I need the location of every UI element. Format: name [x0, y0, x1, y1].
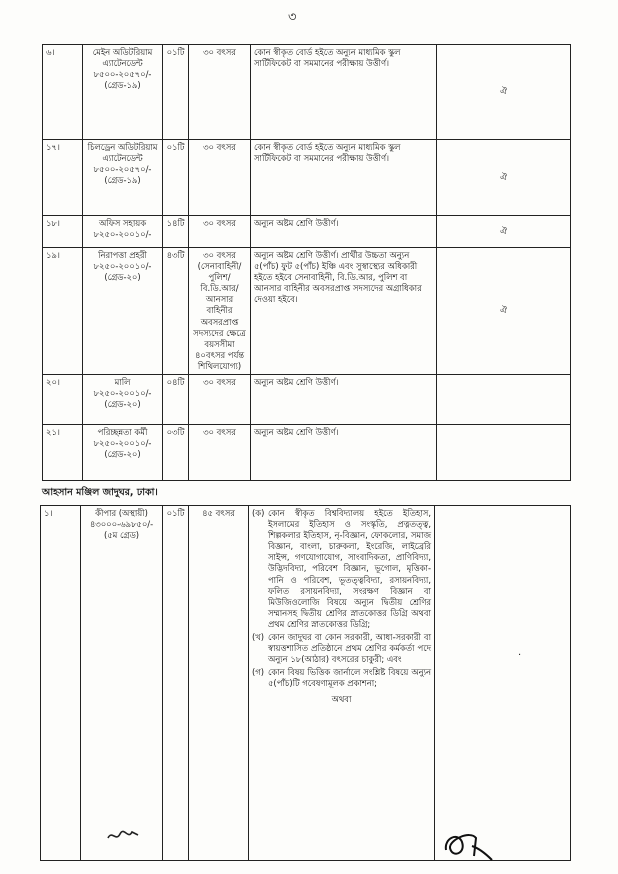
age-cell: ৩০ বৎসর	[189, 425, 251, 481]
qualification-cell: অন্যুন অষ্টম শ্রেণি উত্তীর্ণ।	[251, 375, 437, 425]
qualification-cell: কোন স্বীকৃত বোর্ড হইতে অন্যুন মাধ্যমিক স্কুল সার্টিফিকেট বা সমমানের পরীক্ষায় উত্তীর্ণ।	[251, 45, 437, 140]
item-marker: (খ)	[252, 632, 265, 643]
age-cell: ৩০ বৎসর	[189, 375, 251, 425]
recruitment-table-2	[40, 505, 571, 861]
serial-cell: ১৯।	[43, 248, 83, 375]
age-cell: ৪৫ বৎসর	[189, 506, 249, 861]
remark-cell: ঐ	[437, 45, 571, 140]
list-item	[252, 508, 431, 630]
qualification-cell: অন্যুন অষ্টম শ্রেণি উত্তীর্ণ।	[251, 425, 437, 481]
count-cell: ০১টি	[163, 45, 189, 140]
remark-cell	[435, 506, 571, 861]
age-cell: ৩০ বৎসর	[189, 140, 251, 216]
count-cell: ৪৩টি	[163, 248, 189, 375]
qualification-cell: অন্যুন অষ্টম শ্রেণি উত্তীর্ণ।	[251, 216, 437, 248]
table-row	[43, 140, 571, 216]
serial-cell: ১৭।	[43, 140, 83, 216]
count-cell: ০১টি	[163, 140, 189, 216]
qualification-cell: অন্যুন অষ্টম শ্রেণি উত্তীর্ণ। প্রার্থীর উচ্চতা অন্যুন ৫(পাঁচ) ফুট ৫(পাঁচ) ইঞ্চি এবং সুস্বাস্থ্যের অধিকারী হইতে হইবে সেনাবাহিনী, বি.ডি.আর, পুলিশ বা আনসার বাহিনীর অবসরপ্রাপ্ত সদস্যদের অগ্রাধিকার দেওয়া হইবে।	[251, 248, 437, 375]
signature-icon	[440, 826, 496, 864]
count-cell: ০১টি	[163, 506, 189, 861]
post-cell: অফিস সহায়ক ৮২৫০-২০০১০/-	[83, 216, 163, 248]
count-cell: ১৪টি	[163, 216, 189, 248]
qualification-cell: কোন স্বীকৃত বোর্ড হইতে অন্যুন মাধ্যমিক স্কুল সার্টিফিকেট বা সমমানের পরীক্ষায় উত্তীর্ণ।	[251, 140, 437, 216]
serial-cell: ২০।	[43, 375, 83, 425]
age-cell: ৩০ বৎসর	[189, 216, 251, 248]
post-cell: পরিচ্ছন্নতা কর্মী ৮২৫০-২০০১০/- (গ্রেড-২০)	[83, 425, 163, 481]
section-heading: আহসান মঞ্জিল জাদুঘর, ঢাকা।	[42, 487, 158, 498]
list-item	[252, 667, 431, 689]
post-cell: মালি ৮২৫০-২০০১০/- (গ্রেড-২০)	[83, 375, 163, 425]
item-marker: (ক)	[252, 508, 265, 518]
remark-cell: ঐ	[437, 248, 571, 375]
item-marker: (গ)	[252, 667, 265, 678]
count-cell: ০৩টি	[163, 425, 189, 481]
remark-cell	[437, 425, 571, 481]
count-cell: ০৪টি	[163, 375, 189, 425]
initial-signature-icon	[106, 826, 140, 844]
list-item	[252, 632, 431, 665]
table-row	[43, 45, 571, 140]
dot-mark-icon: ·	[518, 650, 522, 661]
or-text: অথবা	[331, 693, 352, 704]
item-text: কোন স্বীকৃত বিশ্ববিদ্যালয় হইতে ইতিহাস, ইসলামের ইতিহাস ও সংস্কৃতি, প্রত্নতত্ত্ব, শিল্পকলার ইতিহাস, নৃ-বিজ্ঞান, ফোকলোর, সমাজ বিজ্ঞান, বাংলা, চারুকলা, ইংরেজি, লাইব্রেরি সাইন্স, গণযোগাযোগ, সাংবাদিকতা, প্রাণিবিদ্যা, উদ্ভিদবিদ্যা, পরিবেশ বিজ্ঞান, ভূগোল, মৃত্তিকা-পানি ও পরিবেশ, ভূতত্ত্ববিদ্যা, রসায়নবিদ্যা, ফলিত রসায়নবিদ্যা, সংরক্ষণ বিজ্ঞান বা মিউজিওলোজি বিষয়ে অন্যুন দ্বিতীয় শ্রেণির সম্মানসহ দ্বিতীয় শ্রেণির স্নাতকোত্তর ডিগ্রি অথবা প্রথম শ্রেণির স্নাতকোত্তর ডিগ্রি;	[268, 508, 431, 629]
serial-cell: ২১।	[43, 425, 83, 481]
post-cell: নিরাপত্তা প্রহরী ৮২৫০-২০০১০/- (গ্রেড-২০)	[83, 248, 163, 375]
item-text: কোন জাদুঘর বা কোন সরকারী, আধা-সরকারী বা স্বায়ত্তশাসিত প্রতিষ্ঠানে প্রথম শ্রেণির কর্মকর্তা পদে অন্যুন ১৮(আঠার) বৎসরের চাকুরী; এবং	[268, 632, 431, 665]
table-row	[43, 425, 571, 481]
post-cell: মেইন অডিটরিয়াম এ্যাটেনডেন্ট ৮৫০০-২০৫৭০/- (গ্রেড-১৯)	[83, 45, 163, 140]
qualification-list	[252, 508, 431, 690]
table-row	[43, 216, 571, 248]
post-cell: চিলড্রেন অডিটরিয়াম এ্যাটেনডেন্ট ৮৫০০-২০৫৭০/- (গ্রেড-১৯)	[83, 140, 163, 216]
page-number: ৩	[288, 10, 297, 25]
table-row	[43, 248, 571, 375]
age-cell: ৩০ বৎসর (সেনাবাহিনী/পুলিশ/বি.ডি.আর/ আনসার বাহিনীর অবসরপ্রাপ্ত সদস্যদের ক্ষেত্রে বয়সসীমা ৪০বৎসর পর্যন্ত শিথিলযোগ্য)	[189, 248, 251, 375]
serial-cell: ১৮।	[43, 216, 83, 248]
qualification-cell	[249, 506, 435, 861]
age-cell: ৩০ বৎসর	[189, 45, 251, 140]
serial-cell: ৬।	[43, 45, 83, 140]
serial-cell: ১।	[41, 506, 81, 861]
remark-cell: ঐ	[437, 140, 571, 216]
recruitment-table-1	[42, 44, 571, 481]
remark-cell: ঐ	[437, 216, 571, 248]
post-cell: কীপার (অস্থায়ী) ৪৩০০০-৬৯৮৫০/- (৫ম গ্রেড)	[81, 506, 163, 861]
item-text: কোন বিষয় ভিত্তিক জার্নালে সংশ্লিষ্ট বিষয়ে অন্যুন ৫(পাঁচ)টি গবেষণামূলক প্রকাশনা;	[268, 667, 431, 689]
table-row	[43, 375, 571, 425]
remark-cell	[437, 375, 571, 425]
table-row	[41, 506, 571, 861]
